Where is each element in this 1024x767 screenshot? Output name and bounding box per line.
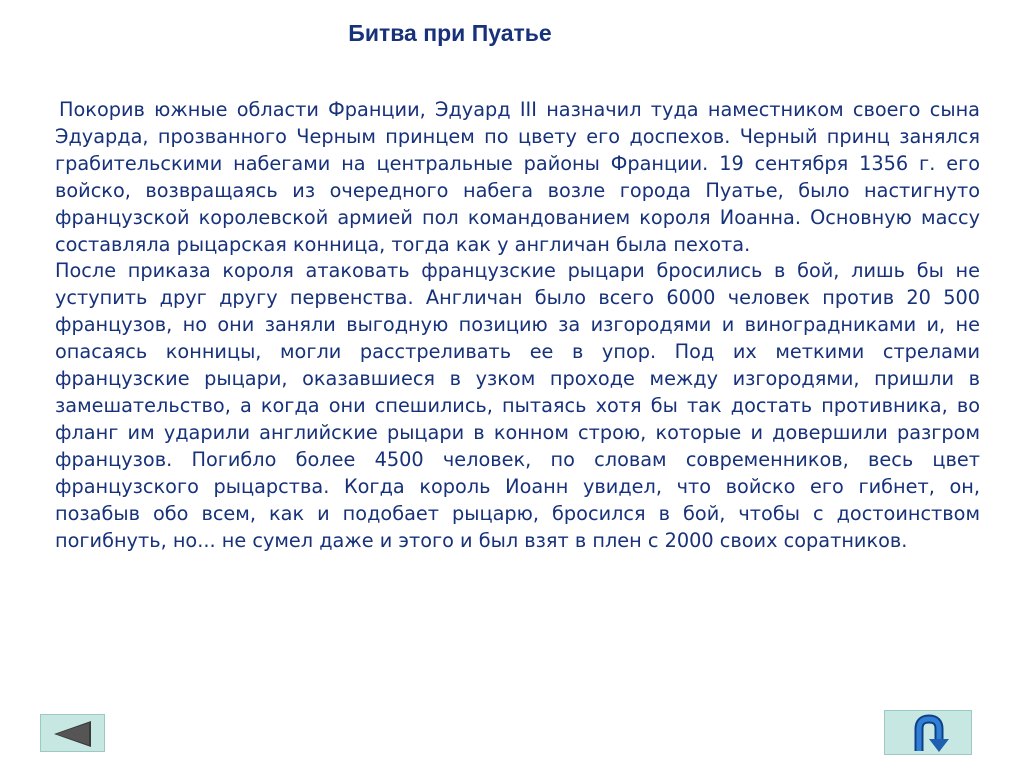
back-button[interactable] (40, 714, 105, 752)
slide-body (55, 97, 980, 554)
return-button[interactable] (884, 710, 972, 755)
left-triangle-icon (41, 715, 106, 753)
slide-title: Битва при Пуатье (348, 20, 552, 46)
u-turn-arrow-icon (885, 711, 973, 756)
paragraph-2: После приказа короля атаковать французские рыцари бросились в бой, лишь бы не уступить друг другу первенства. Англичан было всего 6000 человек против 20 500 французов, но они заняли выгодную позицию за изгородями и виноградниками и, не опасаясь конницы, могли расстреливать ее в упор. Под их меткими стрелами французские рыцари, оказавшиеся в узком проходе между изгородями, пришли в замешательство, а когда они спешились, пытаясь хотя бы так достать противника, во фланг им ударили английские рыцари в конном строю, которые и довершили разгром французов. Погибло более 4500 человек, по словам современников, весь цвет французского рыцарства. Когда король Иоанн увидел, что войско его гибнет, он, позабыв обо всем, как и подобает рыцарю, бросился в бой, чтобы с достоинством погибнуть, но... не сумел даже и этого и был взят в плен с 2000 своих соратников. (55, 259, 980, 552)
paragraph-1: Покорив южные области Франции, Эдуард III назначил туда наместником своего сына Эдуарда, прозванного Черным принцем по цвету его доспехов. Черный принц занялся грабительскими набегами на центральные районы Франции. 19 сентября 1356 г. его войско, возвращаясь из очередного набега возле города Пуатье, было настигнуто французской королевской армией пол командованием короля Иоанна. Основную массу составляла рыцарская конница, тогда как у англичан была пехота. (55, 98, 980, 256)
